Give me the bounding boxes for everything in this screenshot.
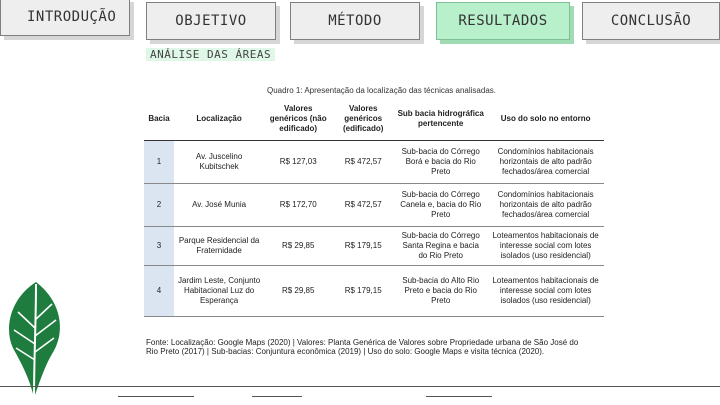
table-header-row	[144, 97, 604, 141]
cell-localizacao: Av. Juscelino Kubitschek	[174, 141, 264, 184]
tab-conclusao[interactable]: CONCLUSÃO	[582, 2, 720, 40]
tab-resultados[interactable]: RESULTADOS	[436, 2, 570, 40]
header-localizacao: Localização	[174, 97, 264, 141]
cell-sub-bacia: Sub-bacia do Córrego Canela e, bacia do Rio Preto	[394, 184, 487, 227]
cell-localizacao: Jardim Leste, Conjunto Habitacional Luz do Esperança	[174, 266, 264, 317]
cell-sub-bacia: Sub-bacia do Córrego Santa Regina e bacia do Rio Preto	[394, 227, 487, 266]
footer-mark	[118, 396, 194, 397]
cell-valor-edificado: R$ 179,15	[332, 227, 394, 266]
leaf-icon	[0, 280, 70, 400]
cell-valor-nao-edificado: R$ 29,85	[264, 266, 332, 317]
cell-valor-nao-edificado: R$ 127,03	[264, 141, 332, 184]
cell-bacia: 3	[144, 227, 174, 266]
results-table	[144, 97, 604, 317]
tab-introducao[interactable]: INTRODUÇÃO	[0, 0, 130, 36]
header-valores-nao-edificado: Valores genéricos (não edificado)	[264, 97, 332, 141]
table-row	[144, 184, 604, 227]
footer-mark	[426, 396, 492, 397]
cell-localizacao: Parque Residencial da Fraternidade	[174, 227, 264, 266]
cell-localizacao: Av. José Munia	[174, 184, 264, 227]
cell-uso-solo: Condomínios habitacionais horizontais de alto padrão fechados/área comercial	[487, 184, 604, 227]
cell-uso-solo: Loteamentos habitacionais de interesse social com lotes isolados (uso residencial)	[487, 227, 604, 266]
cell-valor-nao-edificado: R$ 172,70	[264, 184, 332, 227]
cell-uso-solo: Loteamentos habitacionais de interesse social com lotes isolados (uso residencial)	[487, 266, 604, 317]
tab-metodo[interactable]: MÉTODO	[290, 2, 420, 40]
cell-valor-nao-edificado: R$ 29,85	[264, 227, 332, 266]
cell-uso-solo: Condomínios habitacionais horizontais de alto padrão fechados/área comercial	[487, 141, 604, 184]
header-sub-bacia: Sub bacia hidrográfica pertencente	[394, 97, 487, 141]
table-row	[144, 266, 604, 317]
table-row	[144, 141, 604, 184]
header-valores-edificado: Valores genéricos (edificado)	[332, 97, 394, 141]
cell-valor-edificado: R$ 472,57	[332, 141, 394, 184]
table-source: Fonte: Localização: Google Maps (2020) | Valores: Planta Genérica de Valores sobre Propriedade urbana de São José do Rio Preto (2017) | Sub-bacias: Conjuntura econômica (2019) | Uso do solo: Google Maps e visita técnica (2020).	[146, 338, 579, 356]
cell-bacia: 1	[144, 141, 174, 184]
cell-valor-edificado: R$ 472,57	[332, 184, 394, 227]
tab-objetivo[interactable]: OBJETIVO	[146, 2, 276, 40]
header-uso-solo: Uso do solo no entorno	[487, 97, 604, 141]
cell-valor-edificado: R$ 179,15	[332, 266, 394, 317]
cell-bacia: 2	[144, 184, 174, 227]
cell-sub-bacia: Sub-bacia do Córrego Borá e bacia do Rio Preto	[394, 141, 487, 184]
footer-mark	[252, 396, 302, 397]
cell-sub-bacia: Sub-bacia do Alto Rio Preto e bacia do Rio Preto	[394, 266, 487, 317]
section-title: ANÁLISE DAS ÁREAS	[146, 48, 275, 61]
cell-bacia: 4	[144, 266, 174, 317]
header-bacia: Bacia	[144, 97, 174, 141]
table-row	[144, 227, 604, 266]
footer-divider	[0, 386, 720, 387]
table-caption: Quadro 1: Apresentação da localização das técnicas analisadas.	[266, 86, 497, 95]
